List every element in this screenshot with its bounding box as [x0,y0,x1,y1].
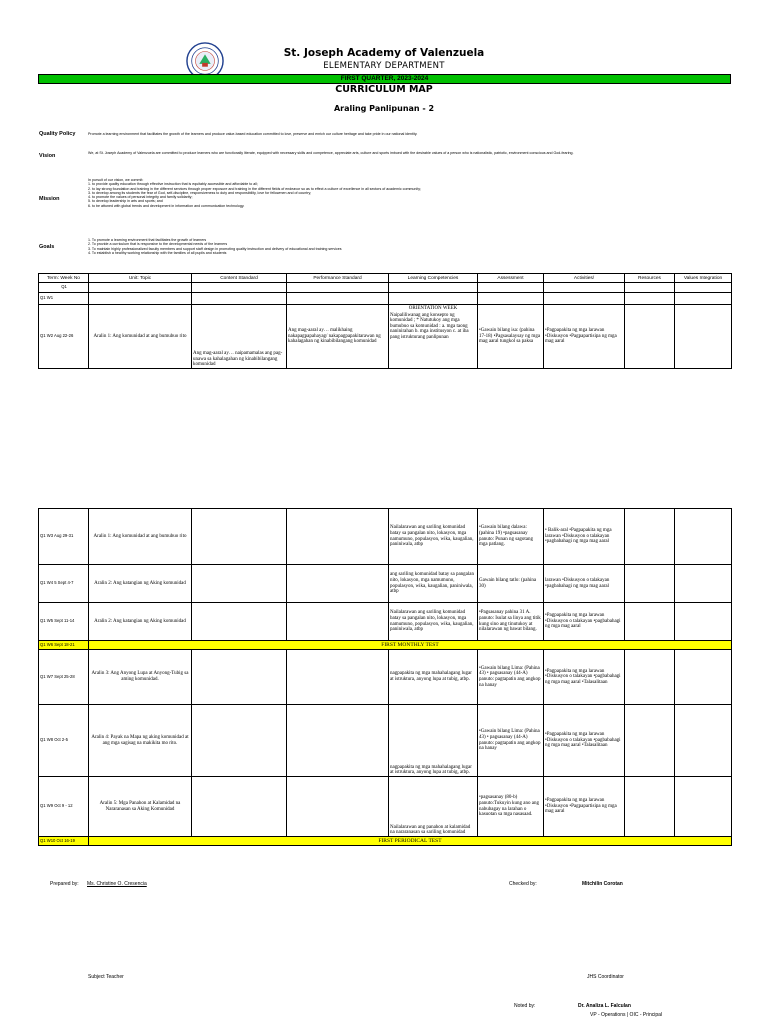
topic-cell: Aralin 4: Payak na Mapa ng aking komunidad at ang mga sagisag na makikita mo rito. [89,705,192,777]
checked-by-label: Checked by: [509,881,537,887]
goals-text: 1. To promote a learning environment that facilitates the growth of learners 2. To provide a curriculum that is responsive to the developmental needs of the learners 3. To maintain highly professionalized faculty members and support staff design in promoting quality instruction and delivery of educational and training services 4. To establish a healthy working relationship with the families of all pupils and students [88,238,342,255]
school-name: St. Joseph Academy of Valenzuela [283,47,485,59]
assessment-cell: •Gawain bilang isa: (pahina 17-18) •Pagsasalaysay ng mga mag aaral tungkol sa paksa [478,305,544,369]
activities-cell: • Balik-aral •Pagpapakita ng mga larawan •Diskusyon o talakayan •pagbabahagi ng mga mag aaral [544,509,625,565]
checked-by-name: Mitchilin Corotan [582,881,623,887]
subject-title: Araling Panlipunan - 2 [333,104,435,113]
performance-standard-cell: Ang mag-aaral ay… malikhaing nakapagpapahayag/ nakapagpapakitarawan ng kahalagahan ng kinabibilangang komunidad [287,305,389,369]
competency-cell: ang sariling komunidad batay sa pangalan nito, lokasyon, mga namumuno, populasyon, wika, kaugalian, paniniwala, atbp [389,565,478,603]
activities-cell: •Pagpapakita ng mga larawan •Diskusyon o talakayan •pagbabahagi ng mga mag aaral •Talasalitaan [544,705,625,777]
assessment-cell: Gawain bilang tatlo: (pahina 30) [478,565,544,603]
table-row [39,705,732,777]
activities-cell: larawan •Diskusyon o talakayan •pagbabahagi ng mga mag aaral [544,565,625,603]
periodical-test-row [39,837,732,846]
mission-text: In pursuit of our vision, we commit: 1. to provide quality education through effective instruction that is equitably accessible and affordable to all; 2. to lay strong foundation and training in the different services through proper exposure and training in the different fields of endeavor so as to effect a culture of excellence in all sectors of academic community; 3. to develop among its students the fear of God, self-discipline, responsiveness to duty and responsibility, love for fellowmen and of country; 4. to promote the values of personal integrity and family solidarity; 5. to develop leadership in arts and sports; and 6. to be attuned with global trends and development in information and communication technology. [88,178,422,208]
checked-by-role: JHS Coordinator [587,974,624,980]
header-values: Values Integration [675,274,732,283]
competency-cell: nagpapakita ng mga mahahalagang lugar at istruktura, anyong lupa at tubig, atbp. [389,650,478,705]
noted-by-role: VP - Operations | OIC - Principal [590,1012,663,1018]
q1-label: Q1 [39,283,89,293]
content-standard-cell: Ang mag-aaral ay… naipamamalas ang pag- unawa sa kahalagahan ng kinabibilangang komunidad [192,305,287,369]
department-name: ELEMENTARY DEPARTMENT [323,61,445,71]
term-cell: Q1 W10 Oct 16-19 [39,837,89,846]
table-row [39,777,732,837]
topic-cell: Aralin 1: Ang komunidad at ang bumubuo rito [89,305,192,369]
curriculum-table-part2 [38,508,732,846]
table-row [39,565,732,603]
activities-cell: •Pagpapakita ng mga larawan •Diskusyon •Pagpapartisipa ng mga mag aaral [544,305,625,369]
table-row [39,293,732,305]
assessment-cell: •Gawain bilang Lima: (Pahina 43) • pagsasanay (44-A) panuto: pagtapatin ang angkop na hanay [478,705,544,777]
prepared-by-name: Ms. Christine O. Cresencia [87,881,147,887]
assessment-cell: •Gawain bilang dalawa: (pahina 19) •pagsasanay panuto: Punan ng sagotang mga patlang. [478,509,544,565]
term-cell: Q1 W6 Sept 18-21 [39,641,89,650]
periodical-test-label: FIRST PERIODICAL TEST [89,837,732,846]
header-assessment: Assessment [478,274,544,283]
topic-cell: Aralin 1: Ang komunidad at ang bumubuo rito [89,509,192,565]
header-competencies: Learning Competencies [389,274,478,283]
header-topic: Unit: Topic [89,274,192,283]
topic-cell: Aralin 5: Mga Panahon at Kalamidad na Nararanasan sa Aking Komunidad [89,777,192,837]
assessment-cell: •pagsasanay (80-b) panuto:Tukuyin kung ano ang nabubagay na larahan o kasuotan sa mga nasasaad. [478,777,544,837]
quality-policy-label: Quality Policy [39,131,76,137]
term-cell: Q1 W4 5 Sept 4-7 [39,565,89,603]
orientation-week-label: ORIENTATION WEEK [408,306,458,311]
competency-cell: Nailalarawan ang sariling komunidad batay sa pangalan nito, lokasyon, mga namumuno, populasyon, wika, kaugalian, paniniwala, atbp [389,509,478,565]
table-row [39,509,732,565]
term-cell: Q1 W8 Oct 2-5 [39,705,89,777]
term-cell: Q1 W2 Aug 22-26 [39,305,89,369]
document-title: CURRICULUM MAP [335,84,433,95]
monthly-test-label: FIRST MONTHLY TEST [89,641,732,650]
noted-by-label: Noted by: [514,1003,536,1009]
mission-label: Mission [39,196,60,202]
vision-text: We, at St. Joseph Academy of Valenzuela are committed to produce learners who are functionally literate, equipped with necessary skills and competence, appreciate arts, culture and sports imbued with the desirable values of a person who is nationalistic, patriotic, environment conscious and God-fearing. [88,151,574,155]
curriculum-table-part1 [38,273,732,369]
term-cell: Q1 W9 Oct 9 - 12 [39,777,89,837]
header-performance-standard: Performance Standard [287,274,389,283]
topic-cell: Aralin 2: Ang katangian ng Aking komunidad [89,565,192,603]
monthly-test-row [39,641,732,650]
term-cell: Q1 W1 [39,293,89,305]
table-row [39,603,732,641]
table-row [39,305,732,369]
goals-label: Goals [39,244,55,250]
noted-by-name: Dr. Analiza L. Falculan [578,1003,631,1009]
competency-cell: nagpapakita ng mga mahahalagang lugar at istruktura, anyong lupa at tubig, atbp. [389,705,478,777]
table-header-row [39,274,732,283]
activities-cell: •Pagpapakita ng mga larawan •Diskusyon •Pagpapartisipa ng mga mag aaral [544,777,625,837]
topic-cell: Aralin 2: Ang katangian ng Aking komunidad [89,603,192,641]
topic-cell: Aralin 3: Ang Anyong Lupa at Anyong-Tubig sa aming komunidad. [89,650,192,705]
competency-cell: Nailalarawan ang sariling komunidad batay sa pangalan nito, lokasyon, mga namumuno, populasyon, wika, kaugalian, paniniwala, atbp [389,603,478,641]
assessment-cell: •Gawain bilang Lima: (Pahina 43) • pagsasanay (44-A) panuto: pagtapatin ang angkop na hanay [478,650,544,705]
vision-label: Vision [39,153,56,159]
table-row [39,650,732,705]
term-cell: Q1 W7 Sept 25-28 [39,650,89,705]
table-row [39,283,732,293]
header-content-standard: Content Standard [192,274,287,283]
prepared-by-label: Prepared by: [50,881,79,887]
quarter-banner: FIRST QUARTER, 2023-2024 [38,74,731,84]
activities-cell: •Pagpapakita ng mga larawan •Diskusyon o talakayan •pagbabahagi ng mga mag aaral •Talasalitaan [544,650,625,705]
activities-cell: •Pagpapakita ng mga larawan •Diskusyon o talakayan •pagbabahagi ng mga mag aaral [544,603,625,641]
quality-policy-text: Promote a learning environment that facilitates the growth of the learners and produce value-based education committed to love, preserve and enrich our culture heritage and take pride in our national identity. [88,132,418,136]
header-term: Term: Week No [39,274,89,283]
header-resources: Resources [625,274,675,283]
competency-cell: ORIENTATION WEEK Naipaliliwanag ang konsepto ng komunidad ; * Natutukoy ang mga bumubuo sa komunidad : a. mga taong naninirahan b. mga institusyon c. at iba pang istrukturang panlipunan [389,305,478,369]
term-cell: Q1 W5 Sept 11-14 [39,603,89,641]
assessment-cell: •Pagsasanay pahina 31 A. panuto: Isulat sa linya ang titik kung sino ang tinutukoy at nilalarawan ng bawat bilang. [478,603,544,641]
competency-cell: Nailalarawan ang panahon at kalamidad na nararanasan sa sariling komunidad [389,777,478,837]
prepared-by-role: Subject Teacher [88,974,124,980]
header-activities: Activities/ [544,274,625,283]
term-cell: Q1 W3 Aug 29-31 [39,509,89,565]
